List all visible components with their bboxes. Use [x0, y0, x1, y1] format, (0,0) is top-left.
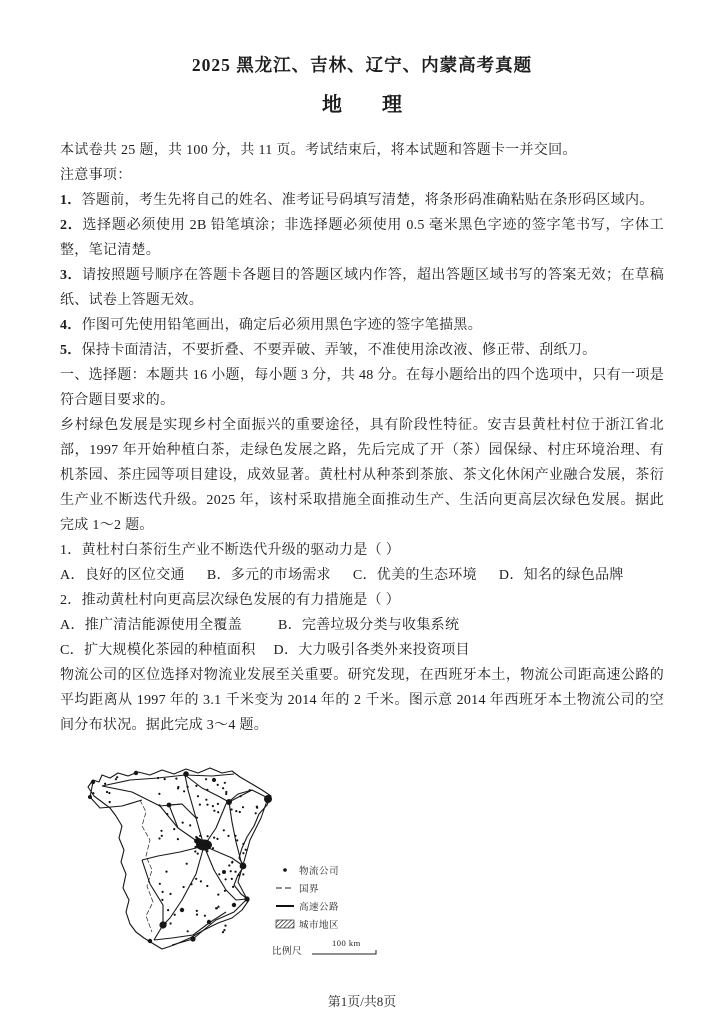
- map-legend: [276, 865, 339, 931]
- question-2-options-row-2: [60, 638, 664, 663]
- notice-item-4-number: 4．: [60, 318, 82, 333]
- notice-item-5-number: 5．: [60, 343, 82, 358]
- legend-label-companies: 物流公司: [299, 867, 340, 877]
- legend-label-border: 国界: [299, 885, 320, 895]
- question-1-option-d: D．知名的绿色品牌: [498, 568, 624, 583]
- map-scale-bar: [272, 938, 376, 957]
- notice-item-4: [60, 313, 664, 338]
- question-1-options: [60, 563, 664, 588]
- legend-label-urban: 城市地区: [299, 921, 340, 931]
- notice-item-3-number: 3．: [60, 268, 83, 283]
- legend-urban-symbol: [276, 920, 294, 928]
- notice-item-4-text: 作图可先使用铅笔画出，确定后必须用黑色字迹的签字笔描黑。: [81, 318, 483, 333]
- question-2-option-a: A．推广清洁能源使用全覆盖: [60, 618, 243, 633]
- notice-item-5: [60, 338, 664, 363]
- highway-network: [90, 774, 268, 945]
- scale-line: [312, 950, 376, 954]
- question-2-option-c: C．扩大规模化茶园的种植面积: [60, 643, 256, 658]
- notice-item-3-text: 请按照题号顺序在答题卡各题目的答题区域内作答，超出答题区域书写的答案无效；在草稿纸、试卷上答题无效。: [60, 268, 664, 308]
- notice-item-1: [60, 188, 664, 213]
- question-1-stem: 1．黄杜村白茶衍生产业不断迭代升级的驱动力是（ ）: [60, 543, 400, 558]
- notice-item-5-text: 保持卡面清洁，不要折叠、不要弄破、弄皱，不准使用涂改液、修正带、刮纸刀。: [81, 343, 597, 358]
- question-1-option-c: C．优美的生态环境: [352, 568, 477, 583]
- question-2-options-row-1: [60, 613, 664, 638]
- paper-summary: 本试卷共 25 题，共 100 分，共 11 页。考试结束后，将本试题和答题卡一并交回。: [60, 143, 577, 158]
- legend-label-highway: 高速公路: [299, 903, 340, 913]
- notice-item-3: [60, 263, 664, 313]
- question-2-stem: 2．推动黄杜村向更高层次绿色发展的有力措施是（ ）: [60, 593, 400, 608]
- page-number: 第1页/共8页: [327, 994, 397, 1009]
- legend-dot-symbol: [283, 868, 287, 872]
- passage-1: 乡村绿色发展是实现乡村全面振兴的重要途径，具有阶段性特征。安吉县黄杜村位于浙江省北部，1997 年开始种植白茶，走绿色发展之路，先后完成了开（茶）园保绿、村庄环境治理、有机茶园、茶庄园等项目建设，成效显著。黄杜村从种茶到茶旅、茶文化休闲产业融合发展，茶衍生产业不断迭代升级。2025 年，该村采取措施全面推动生产、生活向更高层次绿色发展。据此完成 1～2 题。: [60, 418, 664, 533]
- notice-heading: 注意事项：: [60, 168, 132, 183]
- scale-value: 100 km: [332, 938, 361, 948]
- notice-item-2-text: 选择题必须使用 2B 铅笔填涂；非选择题必须使用 0.5 毫米黑色字迹的签字笔书写，字体工整，笔记清楚。: [60, 218, 664, 258]
- national-border-line: [140, 800, 153, 932]
- subject-title: 地 理: [322, 94, 402, 116]
- question-2-option-b: B．完善垃圾分类与收集系统: [278, 618, 460, 633]
- question-1-option-b: B．多元的市场需求: [206, 568, 331, 583]
- page-content: [0, 52, 724, 979]
- spain-logistics-map-figure: [66, 742, 664, 979]
- question-2-option-d: D．大力吸引各类外来投资项目: [273, 643, 470, 658]
- notice-item-1-number: 1．: [60, 193, 82, 208]
- passage-2: 物流公司的区位选择对物流业发展至关重要。研究发现，在西班牙本土，物流公司距高速公路的平均距离从 1997 年的 3.1 千米变为 2014 年的 2 千米。图示意 2014 年西班牙本土物流公司的空间分布状况。据此完成 3～4 题。: [60, 668, 664, 733]
- urban-areas: [88, 771, 272, 943]
- notice-item-1-text: 答题前，考生先将自己的姓名、准考证号码填写清楚，将条形码准确粘贴在条形码区域内。: [81, 193, 654, 208]
- page-title: 2025 黑龙江、吉林、辽宁、内蒙高考真题: [191, 55, 533, 75]
- spain-logistics-map: [66, 742, 414, 974]
- scale-label: 比例尺: [272, 947, 303, 957]
- section-1-heading: 一、选择题：本题共 16 小题，每小题 3 分，共 48 分。在每小题给出的四个选项中，只有一项是符合题目要求的。: [60, 368, 664, 408]
- peninsula-outline: [88, 768, 271, 949]
- notice-item-2-number: 2．: [60, 218, 83, 233]
- notice-item-2: [60, 213, 664, 263]
- question-1-option-a: A．良好的区位交通: [60, 568, 185, 583]
